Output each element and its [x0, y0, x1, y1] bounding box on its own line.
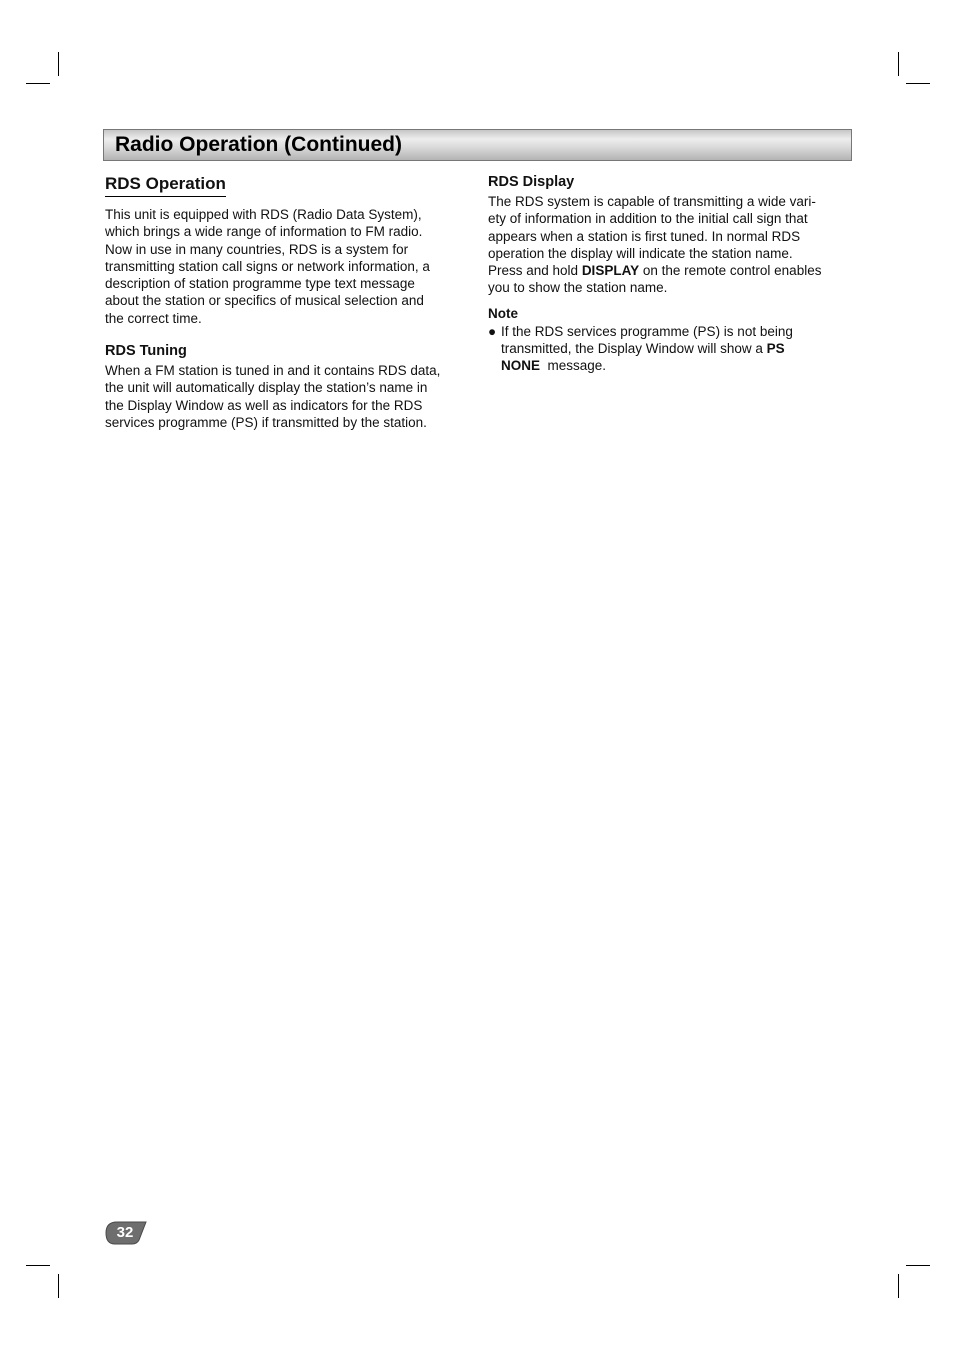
display-line-text: on the remote control enables	[639, 263, 822, 279]
section-heading-rds-operation: RDS Operation	[105, 173, 226, 197]
note-ps-label: PS	[766, 341, 785, 357]
tuning-paragraph	[105, 362, 471, 431]
crop-mark-bottom-left-horizontal	[26, 1265, 50, 1266]
tuning-line: the unit will automatically display the station’s name in	[105, 380, 428, 396]
intro-line: Now in use in many countries, RDS is a system for	[105, 241, 409, 257]
note-line: If the RDS services programme (PS) is not being	[501, 323, 793, 339]
crop-mark-top-left-horizontal	[26, 83, 50, 84]
bullet-icon: ●	[488, 323, 497, 339]
intro-line: This unit is equipped with RDS (Radio Data System),	[105, 207, 422, 222]
note-line-text: transmitted, the Display Window will show a	[501, 341, 767, 357]
note-line-text: message.	[540, 358, 607, 374]
spacer	[105, 327, 471, 341]
display-line: you to show the station name.	[488, 280, 668, 296]
crop-mark-bottom-right-horizontal	[906, 1265, 930, 1266]
display-line	[488, 262, 852, 279]
display-line: appears when a station is first tuned. In normal RDS	[488, 228, 801, 244]
note-item	[488, 323, 852, 375]
crop-mark-top-right-vertical	[898, 52, 899, 76]
title-banner	[103, 129, 852, 161]
page-number-badge	[105, 1221, 147, 1245]
sub-heading-rds-tuning: RDS Tuning	[105, 343, 187, 360]
sub-heading-rds-display: RDS Display	[488, 174, 575, 190]
display-key-label: DISPLAY	[581, 263, 640, 279]
display-line: The RDS system is capable of transmitting a wide vari-	[488, 194, 816, 209]
crop-mark-top-left-vertical	[58, 52, 59, 76]
note-line	[501, 340, 852, 357]
intro-paragraph	[105, 206, 471, 327]
right-column	[488, 172, 852, 375]
tuning-line: the Display Window as well as indicators for the RDS	[105, 397, 423, 413]
note-line	[501, 357, 852, 374]
note-heading: Note	[488, 305, 518, 321]
intro-line: which brings a wide range of information to FM radio.	[105, 224, 423, 240]
display-line-text: Press and hold	[488, 263, 582, 279]
display-line: operation the display will indicate the station name.	[488, 245, 793, 261]
intro-line: description of station programme type text message	[105, 276, 415, 292]
page-title: Radio Operation (Continued)	[115, 133, 402, 156]
display-line: ety of information in addition to the initial call sign that	[488, 211, 808, 227]
tuning-line: services programme (PS) if transmitted by the station.	[105, 414, 427, 430]
crop-mark-top-right-horizontal	[906, 83, 930, 84]
intro-line: the correct time.	[105, 310, 202, 326]
tuning-line: When a FM station is tuned in and it contains RDS data,	[105, 363, 441, 379]
crop-mark-bottom-left-vertical	[58, 1274, 59, 1298]
note-none-label: NONE	[501, 358, 541, 374]
intro-line: transmitting station call signs or network information, a	[105, 258, 430, 274]
spacer	[488, 297, 852, 305]
display-paragraph	[488, 193, 852, 297]
page-number: 32	[116, 1224, 134, 1241]
left-column	[105, 172, 471, 431]
crop-mark-bottom-right-vertical	[898, 1274, 899, 1298]
intro-line: about the station or specifics of musical selection and	[105, 293, 424, 309]
